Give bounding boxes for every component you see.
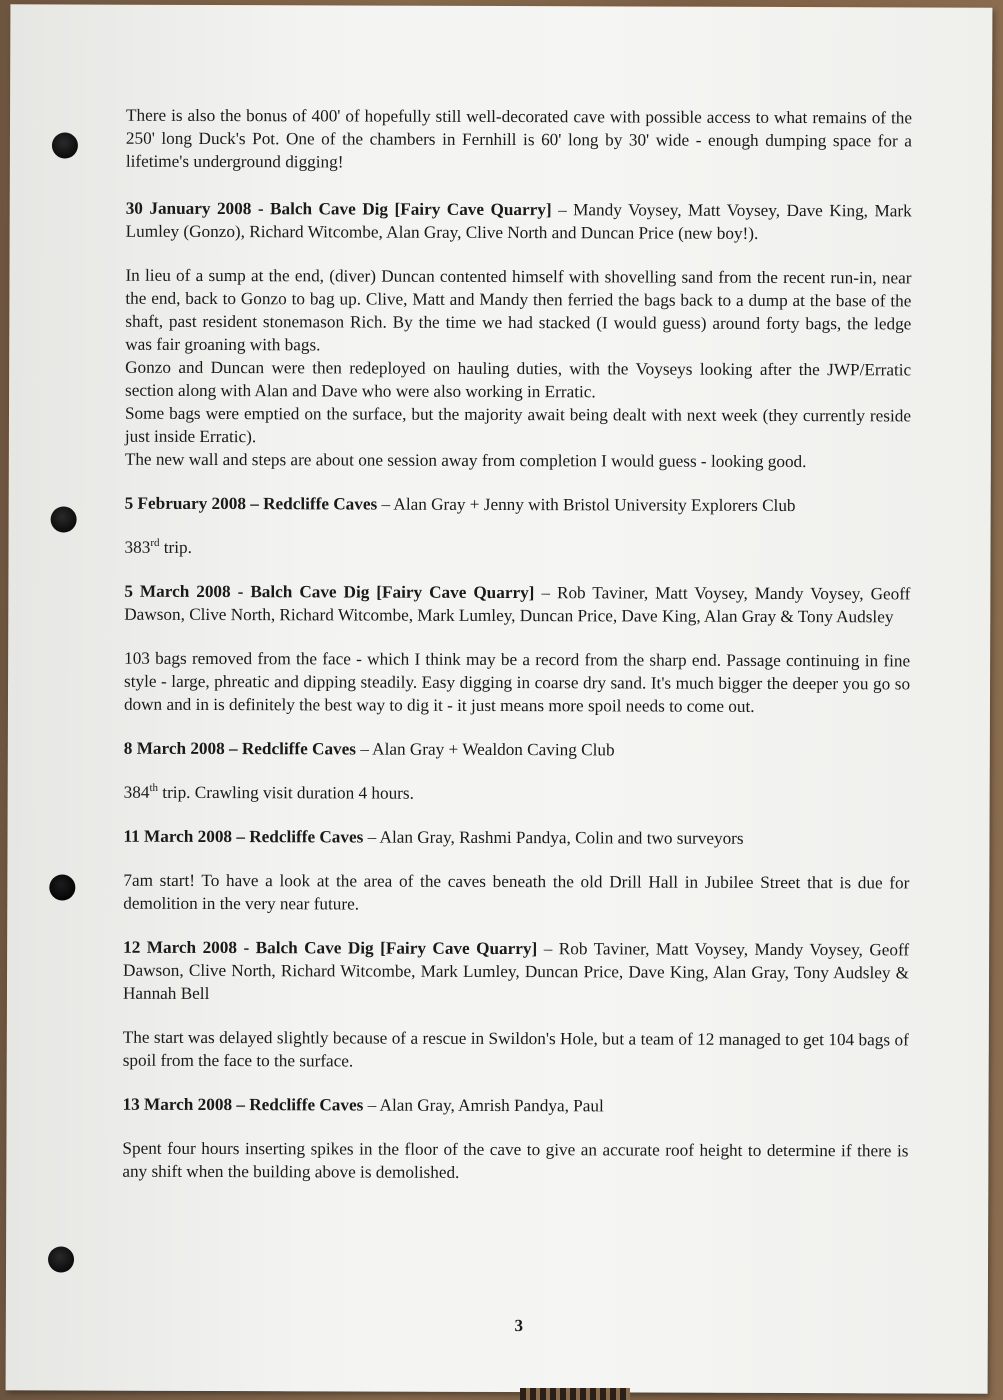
entry-paragraph: The start was delayed slightly because of a rescue in Swildon's Hole, but a team of 12 managed to get 104 bags of spoil from the face to the surface. [122, 1027, 909, 1071]
entry-header [124, 580, 910, 629]
entry-header [124, 737, 910, 763]
paper-page [6, 4, 993, 1393]
entry-header [123, 825, 909, 851]
entry-attendees: – Alan Gray, Rashmi Pandya, Colin and two surveyors [363, 827, 744, 848]
entry-header [123, 936, 909, 1008]
entry-heading: 11 March 2008 – Redcliffe Caves [123, 826, 364, 847]
punch-hole [52, 132, 78, 158]
entry-header [126, 197, 912, 246]
entry-attendees: – Mandy Voysey, Matt Voysey, Dave King, Mark Lumley (Gonzo), Richard Witcombe, Alan Gray, Clive North and Duncan Price (new boy!). [125, 200, 912, 243]
background-edge-detail [520, 1388, 630, 1400]
entry-attendees: – Rob Taviner, Matt Voysey, Mandy Voysey, Geoff Dawson, Clive North, Richard Witcombe, Mark Lumley, Duncan Price, Dave King, Alan Gray & Tony Audsley [124, 583, 911, 627]
entry-heading: 30 January 2008 - Balch Cave Dig [Fairy Cave Quarry] [125, 198, 552, 220]
entry-attendees: – Alan Gray + Jenny with Bristol University Explorers Club [377, 494, 796, 516]
entry-heading: 5 March 2008 - Balch Cave Dig [Fairy Cave Quarry] [124, 581, 535, 603]
entry-attendees: – Rob Taviner, Matt Voysey, Mandy Voysey, Geoff Dawson, Clive North, Richard Witcombe, Mark Lumley, Duncan Price, Dave King, Alan Gray, Tony Audsley & Hannah Bell [122, 939, 910, 1003]
entry-header [123, 1093, 909, 1119]
entry-heading: 5 February 2008 – Redcliffe Caves [124, 493, 378, 514]
entry-paragraph: In lieu of a sump at the end, (diver) Duncan contented himself with shovelling sand from the recent run-in, near the end, back to Gonzo to bag up. Clive, Matt and Mandy then ferried the bags back to a dump at the base of the shaft, past resident stonemason Rich. By the time we had stacked (I would guess) around forty bags, the ledge was fair groaning with bags. [125, 265, 912, 355]
trip-count: 383rd trip. [124, 537, 192, 557]
entry-paragraph: Spent four hours inserting spikes in the floor of the cave to give an accurate roof height to determine if there is any shift when the building above is demolished. [122, 1138, 909, 1182]
entry-paragraph: Some bags were emptied on the surface, but the majority await being dealt with next week (they currently reside just inside Erratic). [124, 403, 912, 447]
entry-heading: 8 March 2008 – Redcliffe Caves [123, 738, 356, 759]
entry-header [125, 492, 911, 518]
intro-paragraph: There is also the bonus of 400' of hopefully still well-decorated cave with possible access to what remains of the 250' long Duck's Pot. One of the chambers in Fernhill is 60' long by 30' wide - enough dumping space for a lifetime's underground digging! [125, 105, 913, 172]
entry-attendees: – Alan Gray + Wealdon Caving Club [355, 739, 615, 760]
punch-hole [51, 506, 77, 532]
punch-hole [48, 1246, 74, 1272]
entry-heading: 12 March 2008 - Balch Cave Dig [Fairy Cave Quarry] [123, 937, 538, 959]
entry-heading: 13 March 2008 – Redcliffe Caves [122, 1094, 364, 1115]
entry-paragraph: The new wall and steps are about one session away from completion I would guess - looking good. [124, 449, 807, 472]
entry-paragraph: 103 bags removed from the face - which I think may be a record from the sharp end. Passage continuing in fine style - large, phreatic and dipping steadily. Easy digging in coarse dry sand. It's much bigger the deeper you go so down and in is definitely the best way to dig it - it just means more spoil needs to come out. [123, 648, 911, 716]
trip-count: 384th trip. Crawling visit duration 4 hours. [123, 782, 414, 803]
punch-hole [49, 874, 75, 900]
page-number: 3 [514, 1316, 524, 1336]
entry-paragraph: 7am start! To have a look at the area of the caves beneath the old Drill Hall in Jubilee Street that is due for demolition in the very near future. [123, 870, 910, 914]
document-body [122, 104, 912, 1207]
entry-attendees: – Alan Gray, Amrish Pandya, Paul [363, 1095, 604, 1116]
entry-paragraph: Gonzo and Duncan were then redeployed on hauling duties, with the Voyseys looking after the JWP/Erratic section along with Alan and Dave who were also working in Erratic. [125, 357, 912, 402]
